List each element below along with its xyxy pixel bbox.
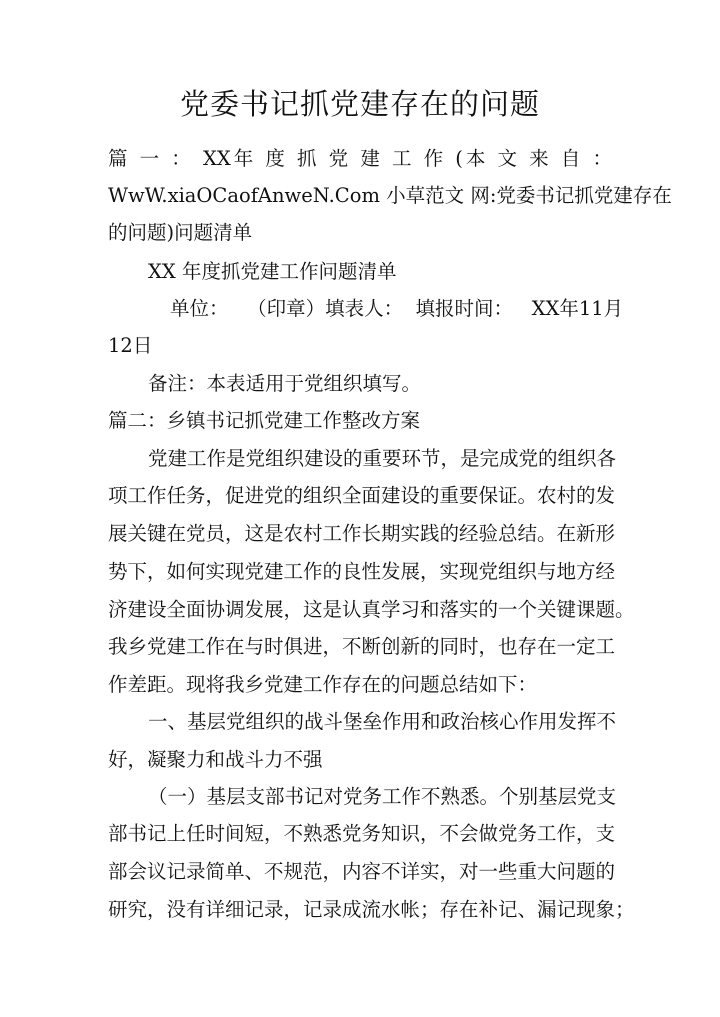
text-line: 济建设全面协调发展，这是认真学习和落实的一个关键课题。 (108, 598, 635, 621)
text-line: 研究，没有详细记录，记录成流水帐；存在补记、漏记现象； (108, 898, 635, 921)
text-line: 作差距。现将我乡党建工作存在的问题总结如下： (108, 673, 538, 696)
text-line: 篇 一 ： XX年 度 抓 党 建 工 作 (本 文 来 自 ： (108, 147, 612, 170)
text-line: 我乡党建工作在与时俱进，不断创新的同时，也存在一定工 (108, 635, 616, 658)
text-line: 备注：本表适用于党组织填写。 (148, 372, 422, 395)
section-heading: 篇二：乡镇书记抓党建工作整改方案 (108, 409, 421, 432)
text-line: 单位： （印章）填表人： 填报时间： XX年11月 (170, 297, 624, 320)
text-line: 12日 (108, 334, 153, 357)
text-line: 项工作任务，促进党的组织全面建设的重要保证。农村的发 (108, 484, 616, 507)
text-line: 的问题)问题清单 (108, 221, 253, 244)
text-line: 好，凝聚力和战斗力不强 (108, 748, 323, 771)
text-line: 展关键在党员，这是农村工作长期实践的经验总结。在新形 (108, 522, 616, 545)
text-line: WwW.xiaOCaofAnweN.Com 小草范文 网:党委书记抓党建存在 (108, 184, 672, 207)
text-line: 部书记上任时间短，不熟悉党务知识，不会做党务工作，支 (108, 822, 616, 845)
text-line: 势下，如何实现党建工作的良性发展，实现党组织与地方经 (108, 560, 616, 583)
text-line: 党建工作是党组织建设的重要环节，是完成党的组织各 (148, 447, 617, 470)
text-line: （一）基层支部书记对党务工作不熟悉。个别基层党支 (148, 785, 617, 808)
document-title: 党委书记抓党建存在的问题 (179, 87, 540, 121)
text-line: 一、基层党组织的战斗堡垒作用和政治核心作用发挥不 (148, 710, 617, 733)
text-line: XX 年度抓党建工作问题清单 (148, 260, 397, 283)
text-line: 部会议记录简单、不规范，内容不详实，对一些重大问题的 (108, 860, 616, 883)
